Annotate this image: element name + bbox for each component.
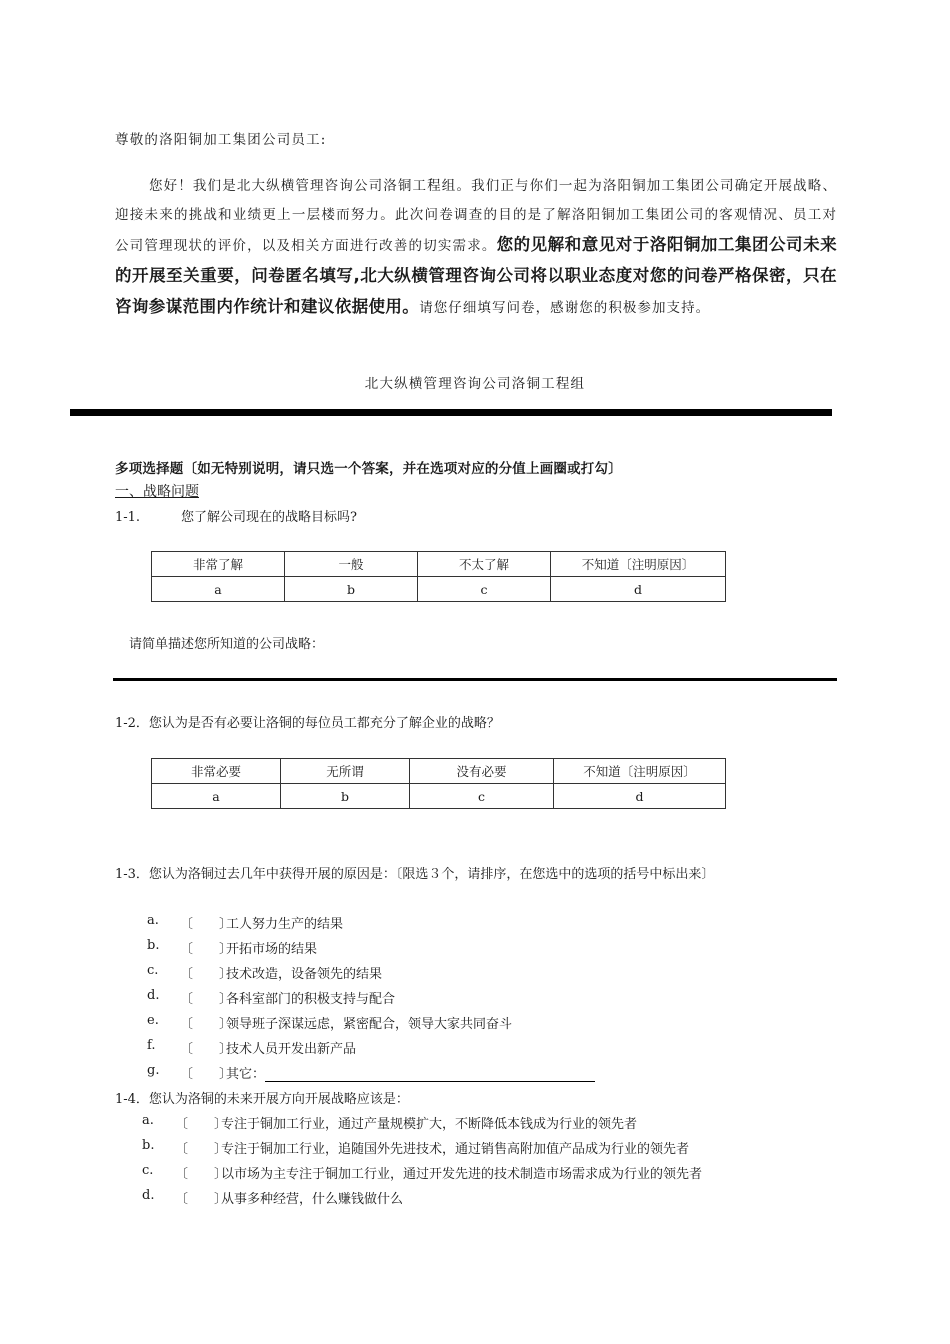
question-1-4: 1-4．您认为洛铜的未来开展方向开展战略应该是： — [115, 1092, 409, 1107]
intro-bold-text: 您的见解和意见对于洛阳铜加工集团公司未来的开展至关重要，问卷匿名填写,北大纵横管理咨询公司将以职业态度对您的问卷严格保密，只在咨询参谋范围内作统计和建议依据使用。 — [115, 235, 837, 316]
option-text: 技术人员开发出新产品 — [226, 1042, 357, 1057]
table-header-cell: 不知道〔注明原因〕 — [551, 552, 726, 577]
question-text: 您了解公司现在的战略目标吗? — [181, 510, 357, 525]
question-1-2: 1-2．您认为是否有必要让洛铜的每位员工都充分了解企业的战略？ — [115, 716, 500, 731]
option-bracket[interactable]: 〔 〕 — [180, 1017, 233, 1032]
option-letter: g. — [147, 1063, 160, 1078]
option-bracket[interactable]: 〔 〕 — [180, 1042, 233, 1057]
option-bracket[interactable]: 〔 〕 — [180, 1067, 233, 1082]
answer-table-1-1 — [151, 551, 726, 602]
option-bracket[interactable]: 〔 〕 — [175, 1142, 228, 1157]
option-letter: c. — [142, 1163, 154, 1178]
option-text: 开拓市场的结果 — [226, 942, 318, 957]
part-title: 一、战略问题 — [115, 484, 199, 500]
option-letter: c. — [147, 963, 159, 978]
question-1-1 — [115, 506, 357, 525]
option-text: 以市场为主专注于铜加工行业，通过开发先进的技术制造市场需求成为行业的领先者 — [221, 1167, 703, 1182]
option-text: 领导班子深谋远虑，紧密配合，领导大家共同奋斗 — [226, 1017, 513, 1032]
option-letter: d. — [142, 1188, 155, 1203]
table-header-cell: 无所谓 — [281, 759, 410, 784]
signature: 北大纵横管理咨询公司洛铜工程组 — [364, 376, 586, 392]
option-bracket[interactable]: 〔 〕 — [175, 1167, 228, 1182]
option-letter: a. — [142, 1113, 154, 1128]
section-divider — [70, 409, 832, 416]
other-answer-line[interactable] — [265, 1069, 595, 1082]
table-header-cell: 不知道〔注明原因〕 — [554, 759, 726, 784]
option-bracket[interactable]: 〔 〕 — [180, 942, 233, 957]
answer-option-c[interactable]: c — [410, 784, 554, 809]
option-text — [226, 1063, 595, 1082]
option-letter: b. — [147, 938, 160, 953]
option-letter: d. — [147, 988, 160, 1003]
option-text: 专注于铜加工行业，追随国外先进技术，通过销售高附加值产品成为行业的领先者 — [221, 1142, 690, 1157]
option-bracket[interactable]: 〔 〕 — [175, 1117, 228, 1132]
table-header-cell: 非常了解 — [152, 552, 285, 577]
answer-option-c[interactable]: c — [418, 577, 551, 602]
option-bracket[interactable]: 〔 〕 — [180, 992, 233, 1007]
option-text: 各科室部门的积极支持与配合 — [226, 992, 396, 1007]
option-letter: e. — [147, 1013, 159, 1028]
option-text: 专注于铜加工行业，通过产量规模扩大，不断降低本钱成为行业的领先者 — [221, 1117, 638, 1132]
intro-closing-text: 请您仔细填写问卷，感谢您的积极参加支持。 — [419, 300, 711, 316]
intro-text: 您好！我们是北大纵横管理咨询公司洛铜工程组。我们正与你们一起为洛阳铜加工集团公司确定开展战略、迎接未来的挑战和业绩更上一层楼而努力。此次问卷调查的目的是了解洛阳铜加工集团公司的客观情况、员工对公司管理现状的评价，以及相关方面进行改善的切实需求。 — [115, 178, 837, 254]
question-1-3: 1-3．您认为洛铜过去几年中获得开展的原因是：〔限选３个，请排序，在您选中的选项的括号中标出来〕 — [115, 867, 715, 882]
answer-option-a[interactable]: a — [152, 577, 285, 602]
answer-option-b[interactable]: b — [281, 784, 410, 809]
table-header-cell: 一般 — [285, 552, 418, 577]
table-row — [152, 759, 726, 784]
table-row — [152, 784, 726, 809]
option-text: 从事多种经营，什么赚钱做什么 — [221, 1192, 404, 1207]
salutation: 尊敬的洛阳铜加工集团公司员工: — [115, 132, 327, 148]
answer-table-1-2 — [151, 758, 726, 809]
answer-option-d[interactable]: d — [551, 577, 726, 602]
option-text: 技术改造，设备领先的结果 — [226, 967, 383, 982]
option-bracket[interactable]: 〔 〕 — [175, 1192, 228, 1207]
answer-option-d[interactable]: d — [554, 784, 726, 809]
option-letter: f. — [147, 1038, 156, 1053]
intro-paragraph — [115, 172, 837, 323]
answer-line[interactable] — [113, 678, 837, 681]
table-header-cell: 没有必要 — [410, 759, 554, 784]
option-letter: b. — [142, 1138, 155, 1153]
table-row — [152, 577, 726, 602]
option-bracket[interactable]: 〔 〕 — [180, 967, 233, 982]
answer-option-b[interactable]: b — [285, 577, 418, 602]
option-letter: a. — [147, 913, 159, 928]
table-row — [152, 552, 726, 577]
option-text: 工人努力生产的结果 — [226, 917, 344, 932]
table-header-cell: 非常必要 — [152, 759, 281, 784]
table-header-cell: 不太了解 — [418, 552, 551, 577]
option-label: 其它： — [226, 1067, 266, 1082]
question-number: 1-1. — [115, 510, 141, 525]
section-title: 多项选择题〔如无特别说明，请只选一个答案，并在选项对应的分值上画圈或打勾〕 — [115, 461, 622, 477]
option-bracket[interactable]: 〔 〕 — [180, 917, 233, 932]
answer-option-a[interactable]: a — [152, 784, 281, 809]
strategy-prompt: 请简单描述您所知道的公司战略： — [129, 637, 325, 652]
